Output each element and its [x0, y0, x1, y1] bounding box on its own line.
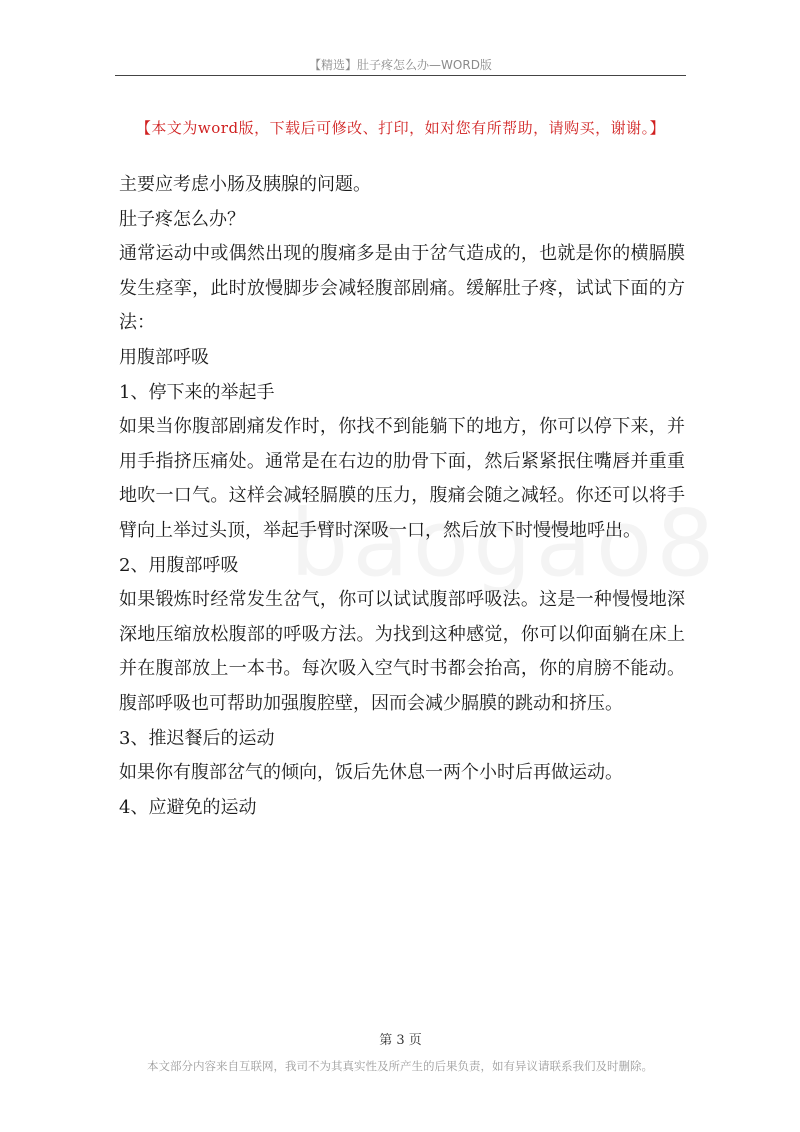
header-divider — [115, 75, 686, 76]
footer-disclaimer: 本文部分内容来自互联网，我司不为其真实性及所产生的后果负责，如有异议请联系我们及时删除。 — [147, 1059, 653, 1073]
step-heading-3: 3、推迟餐后的运动 — [119, 727, 275, 749]
body-paragraph: 通常运动中或偶然出现的腹痛多是由于岔气造成的，也就是你的横膈膜发生痉挛，此时放慢脚步会减轻腹部剧痛。缓解肚子疼，试试下面的方法： — [119, 243, 685, 334]
word-version-notice: 【本文为word版，下载后可修改、打印，如对您有所帮助，请购买，谢谢。】 — [135, 119, 666, 137]
step-heading-1: 1、停下来的举起手 — [119, 381, 275, 403]
section-question: 肚子疼怎么办？ — [119, 208, 245, 230]
step-heading-4: 4、应避免的运动 — [119, 796, 257, 818]
body-paragraph: 如果你有腹部岔气的倾向，饭后先休息一两个小时后再做运动。 — [119, 762, 623, 784]
body-paragraph: 如果当你腹部剧痛发作时，你找不到能躺下的地方，你可以停下来，并用手指挤压痛处。通常是在右边的肋骨下面，然后紧紧抿住嘴唇并重重地吹一口气。这样会减轻膈膜的压力，腹痛会随之减轻。你还可以将手臂向上举过头顶，举起手臂时深吸一口，然后放下时慢慢地呼出。 — [119, 416, 685, 541]
section-heading: 用腹部呼吸 — [119, 346, 209, 368]
article-body — [119, 168, 685, 825]
page-number: 第 3 页 — [379, 1033, 422, 1048]
step-heading-2: 2、用腹部呼吸 — [119, 554, 239, 576]
body-paragraph: 如果锻炼时经常发生岔气，你可以试试腹部呼吸法。这是一种慢慢地深深地压缩放松腹部的呼吸方法。为找到这种感觉，你可以仰面躺在床上并在腹部放上一本书。每次吸入空气时书都会抬高，你的肩膀不能动。腹部呼吸也可帮助加强腹腔壁，因而会减少膈膜的跳动和挤压。 — [119, 589, 685, 714]
body-paragraph: 主要应考虑小肠及胰腺的问题。 — [119, 174, 371, 195]
page-header-title: 【精选】肚子疼怎么办—WORD版 — [309, 58, 492, 72]
